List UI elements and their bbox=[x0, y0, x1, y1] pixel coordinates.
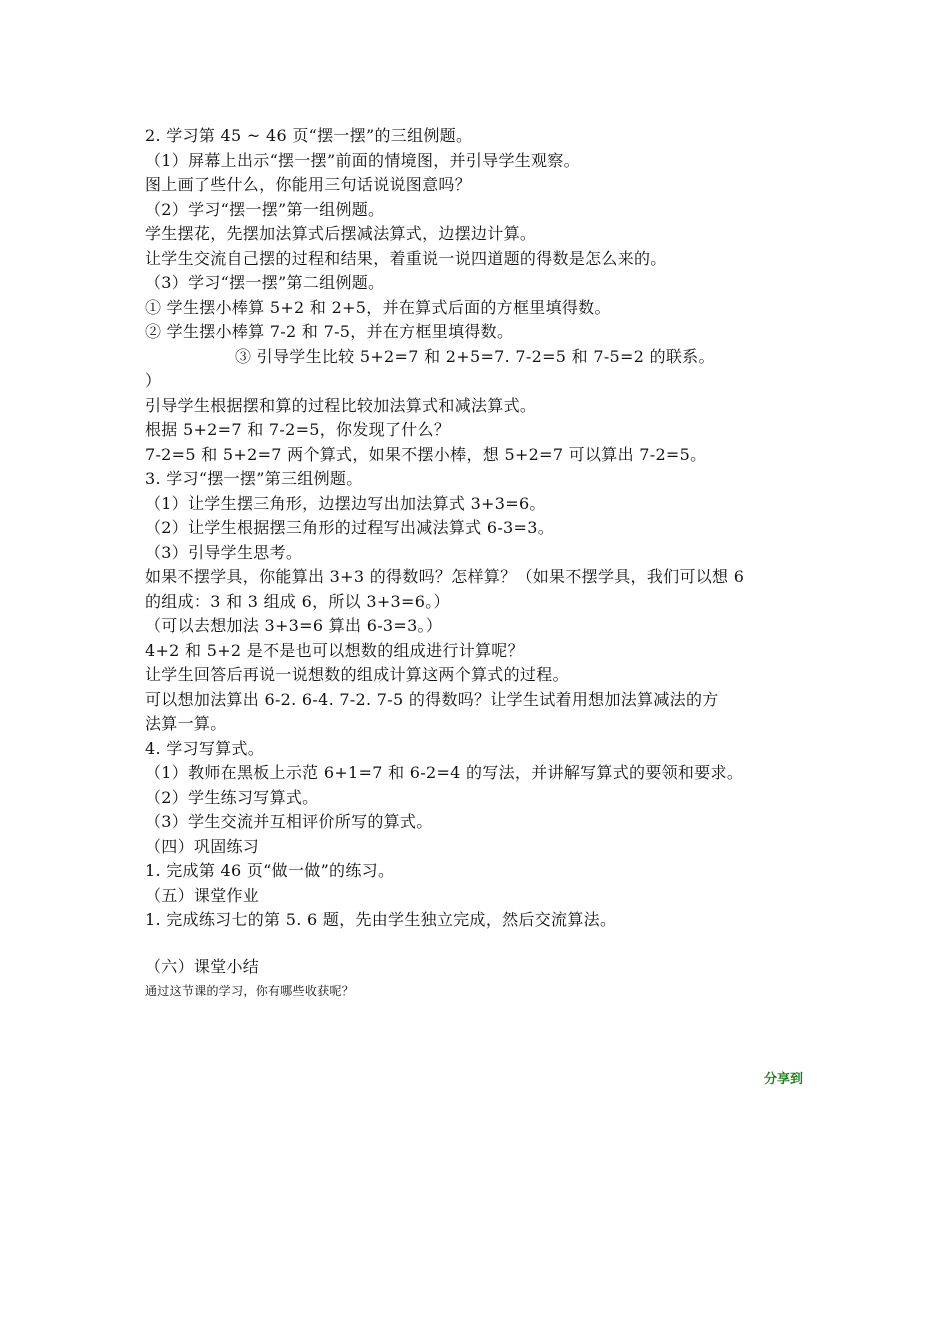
text-line: 让学生交流自己摆的过程和结果，着重说一说四道题的得数是怎么来的。 bbox=[145, 248, 667, 268]
list-item: ② 学生摆小棒算 7-2 和 7-5，并在方框里填得数。 bbox=[145, 322, 514, 341]
step-line: （2）学生练习写算式。 bbox=[145, 787, 319, 807]
section-heading-2: 2. 学习第 45 ~ 46 页“摆一摆”的三组例题。 bbox=[145, 126, 473, 145]
text-line: 可以想加法算出 6-2. 6-4. 7-2. 7-5 的得数吗？让学生试着用想加法算减法的方 bbox=[145, 689, 719, 709]
share-to-link[interactable]: 分享到 bbox=[764, 1072, 804, 1087]
step-line: （3）学习“摆一摆”第二组例题。 bbox=[145, 273, 385, 292]
text-line: 根据 5+2=7 和 7-2=5，你发现了什么？ bbox=[145, 420, 451, 439]
document-body bbox=[145, 124, 810, 1001]
step-line: （1）让学生摆三角形，边摆边写出加法算式 3+3=6。 bbox=[145, 493, 546, 513]
text-line: 4+2 和 5+2 是不是也可以想数的组成进行计算呢？ bbox=[145, 640, 524, 660]
step-line: （2）让学生根据摆三角形的过程写出减法算式 6-3=3。 bbox=[145, 518, 555, 537]
part-heading-summary: （六）课堂小结 bbox=[145, 956, 260, 976]
step-line: （1）屏幕上出示“摆一摆”前面的情境图，并引导学生观察。 bbox=[145, 150, 580, 170]
section-heading-4: 4. 学习写算式。 bbox=[145, 738, 265, 758]
section-heading-3: 3. 学习“摆一摆”第三组例题。 bbox=[145, 469, 363, 488]
list-item: ① 学生摆小棒算 5+2 和 2+5，并在算式后面的方框里填得数。 bbox=[145, 297, 611, 317]
text-line: 的组成：3 和 3 组成 6，所以 3+3=6。） bbox=[145, 591, 450, 611]
part-heading-consolidation: （四）巩固练习 bbox=[145, 836, 260, 856]
summary-question: 通过这节课的学习，你有哪些收获呢？ bbox=[145, 984, 355, 998]
step-line: （2）学习“摆一摆”第一组例题。 bbox=[145, 199, 385, 219]
text-line: 7-2=5 和 5+2=7 两个算式，如果不摆小棒，想 5+2=7 可以算出 7-2=5。 bbox=[145, 444, 707, 464]
text-line: 图上画了些什么，你能用三句话说说图意吗？ bbox=[145, 175, 472, 194]
list-item-indented: ③ 引导学生比较 5+2=7 和 2+5=7. 7-2=5 和 7-5=2 的联系。 bbox=[235, 346, 715, 366]
step-line: （1）教师在黑板上示范 6+1=7 和 6-2=4 的写法，并讲解写算式的要领和要求。 bbox=[145, 763, 744, 782]
text-line: 让学生回答后再说一说想数的组成计算这两个算式的过程。 bbox=[145, 665, 569, 684]
text-line: 1. 完成练习七的第 5. 6 题，先由学生独立完成，然后交流算法。 bbox=[145, 910, 617, 929]
text-line: 如果不摆学具，你能算出 3+3 的得数吗？怎样算？（如果不摆学具，我们可以想 6 bbox=[145, 567, 745, 586]
step-line: （3）引导学生思考。 bbox=[145, 542, 303, 562]
spacer bbox=[145, 933, 810, 955]
text-line: 学生摆花，先摆加法算式后摆减法算式，边摆边计算。 bbox=[145, 224, 537, 243]
text-line: （可以去想加法 3+3=6 算出 6-3=3。） bbox=[145, 616, 443, 635]
text-line: 1. 完成第 46 页“做一做”的练习。 bbox=[145, 861, 395, 880]
step-line: （3）学生交流并互相评价所写的算式。 bbox=[145, 812, 433, 831]
stray-paren: ） bbox=[145, 371, 162, 390]
text-line: 法算一算。 bbox=[145, 714, 227, 733]
text-line: 引导学生根据摆和算的过程比较加法算式和减法算式。 bbox=[145, 395, 537, 415]
part-heading-homework: （五）课堂作业 bbox=[145, 885, 260, 905]
